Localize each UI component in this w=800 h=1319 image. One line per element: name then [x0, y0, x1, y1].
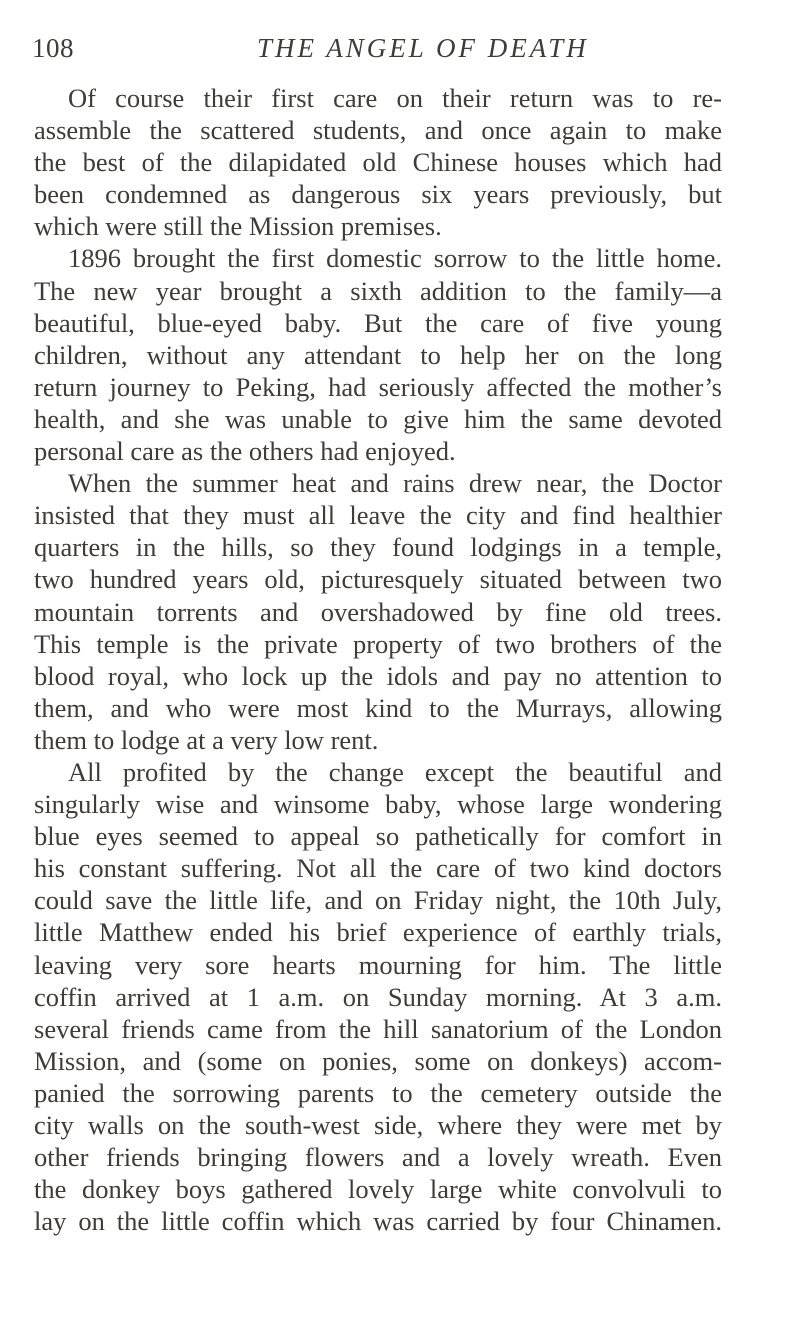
text-line: lay on the little coffin which was carried by four Chinamen. [34, 1206, 722, 1237]
text-line: The new year brought a sixth addition to the family—a [34, 275, 722, 306]
text-line: singularly wise and winsome baby, whose large wondering [34, 789, 722, 820]
text-line: children, without any attendant to help her on the long [34, 339, 722, 370]
text-line: assemble the scattered students, and once again to make [34, 115, 722, 146]
text-line: beautiful, blue-eyed baby. But the care of five young [34, 307, 722, 338]
text-line: his constant suffering. Not all the care of two kind doctors [34, 853, 722, 884]
text-line: blue eyes seemed to appeal so pathetically for comfort in [34, 821, 722, 852]
body-text [34, 82, 722, 1237]
text-line: Mission, and (some on ponies, some on donkeys) accom- [34, 1045, 722, 1076]
text-line: insisted that they must all leave the city and find healthier [34, 500, 722, 531]
text-line: leaving very sore hearts mourning for him. The little [34, 949, 722, 980]
text-line: which were still the Mission premises. [34, 211, 442, 242]
text-line: the best of the dilapidated old Chinese houses which had [34, 147, 722, 178]
text-line: them, and who were most kind to the Murrays, allowing [34, 692, 722, 723]
text-line: quarters in the hills, so they found lodgings in a temple, [34, 532, 722, 563]
text-line: coffin arrived at 1 a.m. on Sunday morning. At 3 a.m. [34, 981, 722, 1012]
text-line: two hundred years old, picturesquely situated between two [34, 564, 722, 595]
page-number: 108 [32, 33, 74, 63]
text-line: Of course their first care on their return was to re- [68, 83, 722, 113]
text-line: When the summer heat and rains drew near, the Doctor [68, 468, 722, 499]
text-line: could save the little life, and on Friday night, the 10th July, [34, 885, 722, 916]
text-line: return journey to Peking, had seriously affected the mother’s [34, 371, 722, 402]
text-line: All profited by the change except the beautiful and [68, 756, 722, 787]
text-line: personal care as the others had enjoyed. [34, 436, 456, 467]
text-line: the donkey boys gathered lovely large white convolvuli to [34, 1174, 722, 1205]
text-line: other friends bringing flowers and a lovely wreath. Even [34, 1142, 722, 1173]
text-line: blood royal, who lock up the idols and pay no attention to [34, 660, 722, 691]
text-line: health, and she was unable to give him the same devoted [34, 403, 722, 434]
text-line: This temple is the private property of two brothers of the [34, 628, 722, 659]
text-line: been condemned as dangerous six years previously, but [34, 179, 722, 210]
text-line: mountain torrents and overshadowed by fine old trees. [34, 596, 722, 627]
text-line: several friends came from the hill sanatorium of the London [34, 1013, 722, 1044]
running-title: THE ANGEL OF DEATH [257, 33, 589, 63]
running-head [32, 30, 722, 66]
text-line: little Matthew ended his brief experience of earthly trials, [34, 917, 722, 948]
text-line: them to lodge at a very low rent. [34, 724, 379, 755]
text-line: panied the sorrowing parents to the cemetery outside the [34, 1077, 722, 1108]
text-line: 1896 brought the first domestic sorrow to the little home. [68, 243, 722, 274]
text-line: city walls on the south-west side, where they were met by [34, 1110, 722, 1140]
